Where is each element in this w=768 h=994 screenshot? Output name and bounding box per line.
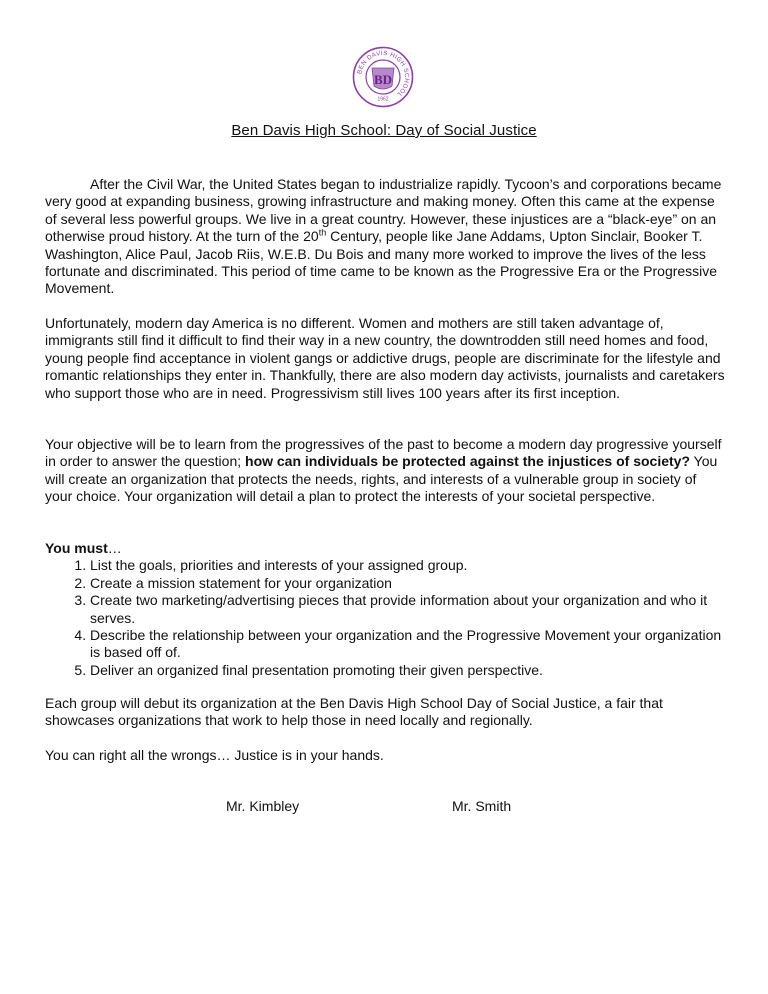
list-item: 3. Create two marketing/advertising pieces that provide information about your organization and who it serves.: [90, 592, 725, 627]
signature-kimbley: Mr. Kimbley: [226, 798, 300, 814]
paragraph-intro: [45, 176, 725, 298]
list-item: 1. List the goals, priorities and interests of your assigned group.: [90, 557, 725, 574]
paragraph-intro-b: Century, people like Jane Addams, Upton Sinclair, Booker T. Washington, Alice Paul, Jacob Riis, W.E.B. Du Bois and many more worked to improve the lives of the less fortunate and discriminated. This period of time came to be known as the Progressive Era or the Progressive Movement.: [45, 228, 718, 297]
paragraph-fair: Each group will debut its organization at the Ben Davis High School Day of Social Justice, a fair that showcases organizations that work to help those in need locally and regionally.: [45, 695, 663, 729]
list-item: 4. Describe the relationship between your organization and the Progressive Movement your organization is based off of.: [90, 627, 725, 662]
ordinal-suffix: th: [318, 227, 327, 238]
seal-text: BEN DAVIS HIGH SCHOOL: [356, 49, 411, 99]
document-title: Ben Davis High School: Day of Social Justice: [231, 122, 537, 139]
requirements-heading: [45, 540, 725, 557]
signature-smith: Mr. Smith: [452, 798, 512, 814]
seal-year: 1962: [377, 96, 389, 103]
requirements-list: [45, 557, 725, 679]
paragraph-objective: [45, 436, 725, 506]
list-item: 5. Deliver an organized final presentation promoting their given perspective.: [90, 662, 725, 679]
requirements-section: [45, 540, 725, 679]
paragraph-modern-day: Unfortunately, modern day America is no different. Women and mothers are still taken advantage of, immigrants still find it difficult to find their way in a new country, the downtrodden still need homes and food, young people find acceptance in violent gangs or addictive drugs, people are discriminate for the lifestyle and romantic relationships they enter in. Thankfully, there are also modern day activists, journalists and caretakers who support those who are in need. Progressivism still lives 100 years after its first inception.: [45, 315, 725, 401]
paragraph-objective-b: You will create an organization that protects the needs, rights, and interests of a vulnerable group in society of your choice. Your organization will detail a plan to protect the interests of your societal perspective.: [45, 453, 718, 505]
requirements-heading-ellipsis: …: [107, 540, 122, 556]
paragraph-intro-a: After the Civil War, the United States began to industrialize rapidly. Tycoon’s and corporations became very good at expanding business, growing infrastructure and making money. Often this came at the expense of several less powerful groups. We live in a great country. However, these injustices are a “black-eye” on an otherwise proud history. At the turn of the 20: [45, 176, 722, 245]
requirements-heading-bold: You must: [45, 540, 108, 556]
list-item: 2. Create a mission statement for your organization: [90, 575, 725, 592]
paragraph-objective-a: Your objective will be to learn from the progressives of the past to become a modern day progressive yourself in order to answer the question;: [45, 436, 722, 470]
paragraph-closing: You can right all the wrongs… Justice is in your hands.: [45, 747, 384, 763]
seal-monogram: BD: [373, 72, 393, 87]
school-seal-logo: [352, 46, 414, 108]
essential-question: how can individuals be protected against the injustices of society?: [245, 453, 690, 470]
